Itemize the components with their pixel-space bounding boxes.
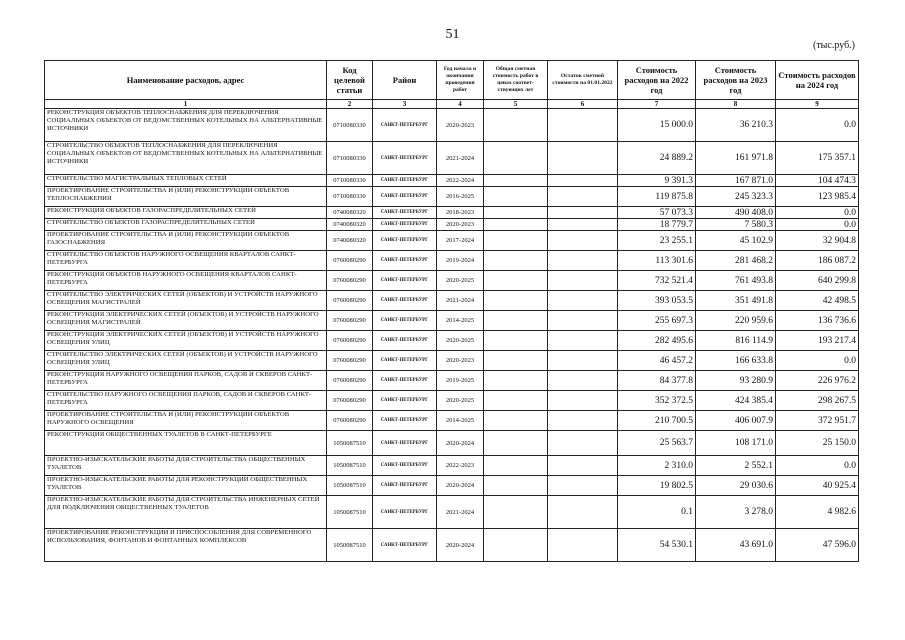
row-years: 2020-2024 <box>437 476 484 496</box>
row-remainder <box>548 207 618 219</box>
row-years: 2017-2024 <box>437 231 484 251</box>
row-cost-2022: 46 457.2 <box>618 351 696 371</box>
row-cost-2023: 424 385.4 <box>696 391 776 411</box>
row-code: 0760080290 <box>327 351 373 371</box>
table-row <box>45 371 859 391</box>
row-remainder <box>548 431 618 456</box>
row-remainder <box>548 529 618 562</box>
row-years: 2018-2023 <box>437 207 484 219</box>
row-cost-2024: 25 150.0 <box>776 431 859 456</box>
row-code: 1050087510 <box>327 431 373 456</box>
row-cost-2023: 166 633.8 <box>696 351 776 371</box>
row-total-cost <box>484 529 548 562</box>
row-name: РЕКОНСТРУКЦИЯ НАРУЖНОГО ОСВЕЩЕНИЯ ПАРКОВ, САДОВ И СКВЕРОВ САНКТ-ПЕТЕРБУРГА <box>45 371 327 391</box>
row-district: САНКТ-ПЕТЕРБУРГ <box>373 476 437 496</box>
row-cost-2024: 32 904.8 <box>776 231 859 251</box>
row-remainder <box>548 175 618 187</box>
row-name: ПРОЕКТИРОВАНИЕ СТРОИТЕЛЬСТВА И (ИЛИ) РЕКОНСТРУКЦИИ ОБЪЕКТОВ ТЕПЛОСНАБЖЕНИЯ <box>45 187 327 207</box>
row-code: 0760080290 <box>327 411 373 431</box>
row-cost-2024: 136 736.6 <box>776 311 859 331</box>
row-cost-2024: 0.0 <box>776 351 859 371</box>
row-cost-2022: 9 391.3 <box>618 175 696 187</box>
expenses-table <box>44 60 859 562</box>
column-number: 8 <box>696 100 776 109</box>
row-name: РЕКОНСТРУКЦИЯ ОБЪЕКТОВ НАРУЖНОГО ОСВЕЩЕНИЯ КВАРТАЛОВ САНКТ-ПЕТЕРБУРГА <box>45 271 327 291</box>
row-district: САНКТ-ПЕТЕРБУРГ <box>373 351 437 371</box>
row-remainder <box>548 231 618 251</box>
row-total-cost <box>484 371 548 391</box>
row-cost-2023: 490 408.0 <box>696 207 776 219</box>
row-cost-2024: 0.0 <box>776 456 859 476</box>
row-years: 2014-2025 <box>437 311 484 331</box>
row-district: САНКТ-ПЕТЕРБУРГ <box>373 219 437 231</box>
header-total-cost: Общая сметная стоимость работ в ценах соответ-ствующих лет <box>484 61 548 100</box>
row-cost-2024: 298 267.5 <box>776 391 859 411</box>
table-row <box>45 219 859 231</box>
table-row <box>45 331 859 351</box>
row-cost-2022: 210 700.5 <box>618 411 696 431</box>
row-name: РЕКОНСТРУКЦИЯ ОБЪЕКТОВ ТЕПЛОСНАБЖЕНИЯ ДЛЯ ПЕРЕКЛЮЧЕНИЯ СОЦИАЛЬНЫХ ОБЪЕКТОВ ОТ ВЕДОМСТВЕННЫХ КОТЕЛЬНЫХ НА АЛЬТЕРНАТИВНЫЕ ИСТОЧНИКИ <box>45 109 327 142</box>
row-years: 2020-2023 <box>437 219 484 231</box>
row-code: 1050087510 <box>327 456 373 476</box>
row-cost-2024: 104 474.3 <box>776 175 859 187</box>
row-years: 2020-2024 <box>437 529 484 562</box>
row-total-cost <box>484 331 548 351</box>
row-code: 1050087510 <box>327 496 373 529</box>
column-number: 7 <box>618 100 696 109</box>
row-remainder <box>548 371 618 391</box>
row-total-cost <box>484 207 548 219</box>
row-cost-2024: 123 985.4 <box>776 187 859 207</box>
row-cost-2023: 3 278.0 <box>696 496 776 529</box>
row-cost-2022: 54 530.1 <box>618 529 696 562</box>
row-cost-2024: 175 357.1 <box>776 142 859 175</box>
row-name: РЕКОНСТРУКЦИЯ ЭЛЕКТРИЧЕСКИХ СЕТЕЙ (ОБЪЕКТОВ) И УСТРОЙСТВ НАРУЖНОГО ОСВЕЩЕНИЯ МАГИСТРАЛЕЙ <box>45 311 327 331</box>
row-district: САНКТ-ПЕТЕРБУРГ <box>373 251 437 271</box>
table-body <box>45 109 859 562</box>
row-cost-2023: 245 323.3 <box>696 187 776 207</box>
row-cost-2022: 0.1 <box>618 496 696 529</box>
row-cost-2023: 351 491.8 <box>696 291 776 311</box>
header-name: Наименование расходов, адрес <box>45 61 327 100</box>
row-total-cost <box>484 271 548 291</box>
row-remainder <box>548 311 618 331</box>
row-code: 0710080330 <box>327 109 373 142</box>
row-name: ПРОЕКТНО-ИЗЫСКАТЕЛЬСКИЕ РАБОТЫ ДЛЯ СТРОИТЕЛЬСТВА ИНЖЕНЕРНЫХ СЕТЕЙ ДЛЯ ПОДКЛЮЧЕНИЯ ОБЩЕСТВЕННЫХ ТУАЛЕТОВ <box>45 496 327 529</box>
row-years: 2019-2024 <box>437 251 484 271</box>
header-remainder: Остаток сметной стоимости на 01.01.2022 <box>548 61 618 100</box>
row-years: 2021-2024 <box>437 496 484 529</box>
header-cost-2022: Стоимость расходов на 2022 год <box>618 61 696 100</box>
row-code: 1050087510 <box>327 529 373 562</box>
row-code: 0740080320 <box>327 231 373 251</box>
row-years: 2022-2024 <box>437 175 484 187</box>
row-name: ПРОЕКТИРОВАНИЕ СТРОИТЕЛЬСТВА И (ИЛИ) РЕКОНСТРУКЦИИ ОБЪЕКТОВ ГАЗОСНАБЖЕНИЯ <box>45 231 327 251</box>
row-cost-2023: 29 030.6 <box>696 476 776 496</box>
table-row <box>45 456 859 476</box>
row-total-cost <box>484 175 548 187</box>
row-total-cost <box>484 291 548 311</box>
row-cost-2022: 23 255.1 <box>618 231 696 251</box>
row-cost-2023: 761 493.8 <box>696 271 776 291</box>
row-district: САНКТ-ПЕТЕРБУРГ <box>373 271 437 291</box>
row-remainder <box>548 142 618 175</box>
table-row <box>45 207 859 219</box>
row-district: САНКТ-ПЕТЕРБУРГ <box>373 331 437 351</box>
table-row <box>45 411 859 431</box>
row-total-cost <box>484 351 548 371</box>
row-code: 0760080290 <box>327 371 373 391</box>
row-years: 2020-2023 <box>437 351 484 371</box>
row-years: 2021-2024 <box>437 142 484 175</box>
table-row <box>45 109 859 142</box>
table-row <box>45 187 859 207</box>
table-row <box>45 175 859 187</box>
row-district: САНКТ-ПЕТЕРБУРГ <box>373 496 437 529</box>
row-cost-2023: 281 468.2 <box>696 251 776 271</box>
row-cost-2023: 2 552.1 <box>696 456 776 476</box>
row-district: САНКТ-ПЕТЕРБУРГ <box>373 411 437 431</box>
row-total-cost <box>484 311 548 331</box>
row-remainder <box>548 411 618 431</box>
row-name: СТРОИТЕЛЬСТВО НАРУЖНОГО ОСВЕЩЕНИЯ ПАРКОВ, САДОВ И СКВЕРОВ САНКТ-ПЕТЕРБУРГА <box>45 391 327 411</box>
row-cost-2024: 0.0 <box>776 219 859 231</box>
table-row <box>45 391 859 411</box>
row-cost-2024: 4 982.6 <box>776 496 859 529</box>
table-row <box>45 476 859 496</box>
row-remainder <box>548 271 618 291</box>
header-cost-2023: Стоимость расходов на 2023 год <box>696 61 776 100</box>
row-cost-2023: 220 959.6 <box>696 311 776 331</box>
row-code: 0760080290 <box>327 271 373 291</box>
table-row <box>45 271 859 291</box>
row-total-cost <box>484 109 548 142</box>
column-number: 4 <box>437 100 484 109</box>
row-total-cost <box>484 431 548 456</box>
row-cost-2024: 226 976.2 <box>776 371 859 391</box>
row-code: 0760080290 <box>327 331 373 351</box>
row-cost-2022: 732 521.4 <box>618 271 696 291</box>
row-years: 2020-2023 <box>437 109 484 142</box>
row-remainder <box>548 456 618 476</box>
row-cost-2024: 186 087.2 <box>776 251 859 271</box>
row-years: 2020-2025 <box>437 271 484 291</box>
header-code: Код целевой статьи <box>327 61 373 100</box>
row-name: СТРОИТЕЛЬСТВО ОБЪЕКТОВ ТЕПЛОСНАБЖЕНИЯ ДЛЯ ПЕРЕКЛЮЧЕНИЯ СОЦИАЛЬНЫХ ОБЪЕКТОВ ОТ ВЕДОМСТВЕННЫХ КОТЕЛЬНЫХ НА АЛЬТЕРНАТИВНЫЕ ИСТОЧНИКИ <box>45 142 327 175</box>
row-cost-2022: 18 779.7 <box>618 219 696 231</box>
row-total-cost <box>484 219 548 231</box>
table-row <box>45 431 859 456</box>
row-name: СТРОИТЕЛЬСТВО ОБЪЕКТОВ НАРУЖНОГО ОСВЕЩЕНИЯ КВАРТАЛОВ САНКТ-ПЕТЕРБУРГА <box>45 251 327 271</box>
row-code: 1050087510 <box>327 476 373 496</box>
row-total-cost <box>484 391 548 411</box>
row-cost-2022: 84 377.8 <box>618 371 696 391</box>
column-number: 1 <box>45 100 327 109</box>
row-years: 2014-2025 <box>437 411 484 431</box>
row-district: САНКТ-ПЕТЕРБУРГ <box>373 391 437 411</box>
table-row <box>45 311 859 331</box>
table-row <box>45 251 859 271</box>
row-cost-2023: 36 210.3 <box>696 109 776 142</box>
row-cost-2023: 7 580.3 <box>696 219 776 231</box>
row-code: 0760080290 <box>327 391 373 411</box>
row-cost-2022: 119 875.8 <box>618 187 696 207</box>
table-row <box>45 231 859 251</box>
header-cost-2024: Стоимость расходов на 2024 год <box>776 61 859 100</box>
row-code: 0710080330 <box>327 187 373 207</box>
header-years: Год начала и окончания проведения работ <box>437 61 484 100</box>
row-cost-2022: 19 802.5 <box>618 476 696 496</box>
column-number: 5 <box>484 100 548 109</box>
row-cost-2022: 393 053.5 <box>618 291 696 311</box>
row-name: СТРОИТЕЛЬСТВО ОБЪЕКТОВ ГАЗОРАСПРЕДЕЛИТЕЛЬНЫХ СЕТЕЙ <box>45 219 327 231</box>
row-code: 0740080320 <box>327 219 373 231</box>
row-cost-2024: 47 596.0 <box>776 529 859 562</box>
row-total-cost <box>484 231 548 251</box>
row-cost-2024: 0.0 <box>776 109 859 142</box>
row-years: 2020-2025 <box>437 331 484 351</box>
row-total-cost <box>484 476 548 496</box>
row-years: 2022-2023 <box>437 456 484 476</box>
row-district: САНКТ-ПЕТЕРБУРГ <box>373 142 437 175</box>
row-remainder <box>548 291 618 311</box>
row-remainder <box>548 391 618 411</box>
row-remainder <box>548 251 618 271</box>
table-row <box>45 496 859 529</box>
table-row <box>45 291 859 311</box>
row-cost-2023: 45 102.9 <box>696 231 776 251</box>
header-row <box>45 61 859 100</box>
row-cost-2023: 108 171.0 <box>696 431 776 456</box>
row-name: РЕКОНСТРУКЦИЯ ОБЩЕСТВЕННЫХ ТУАЛЕТОВ В САНКТ-ПЕТЕРБУРГЕ <box>45 431 327 456</box>
row-cost-2024: 640 299.8 <box>776 271 859 291</box>
row-cost-2022: 24 889.2 <box>618 142 696 175</box>
row-code: 0760080290 <box>327 291 373 311</box>
row-total-cost <box>484 187 548 207</box>
row-cost-2022: 57 073.3 <box>618 207 696 219</box>
row-cost-2024: 42 498.5 <box>776 291 859 311</box>
row-cost-2023: 406 007.9 <box>696 411 776 431</box>
row-district: САНКТ-ПЕТЕРБУРГ <box>373 311 437 331</box>
row-years: 2020-2025 <box>437 391 484 411</box>
row-cost-2023: 816 114.9 <box>696 331 776 351</box>
row-name: СТРОИТЕЛЬСТВО ЭЛЕКТРИЧЕСКИХ СЕТЕЙ (ОБЪЕКТОВ) И УСТРОЙСТВ НАРУЖНОГО ОСВЕЩЕНИЯ УЛИЦ <box>45 351 327 371</box>
row-district: САНКТ-ПЕТЕРБУРГ <box>373 291 437 311</box>
row-remainder <box>548 476 618 496</box>
row-cost-2022: 2 310.0 <box>618 456 696 476</box>
row-name: ПРОЕКТНО-ИЗЫСКАТЕЛЬСКИЕ РАБОТЫ ДЛЯ РЕКОНСТРУКЦИИ ОБЩЕСТВЕННЫХ ТУАЛЕТОВ <box>45 476 327 496</box>
table-row <box>45 351 859 371</box>
row-cost-2022: 255 697.3 <box>618 311 696 331</box>
row-total-cost <box>484 496 548 529</box>
row-remainder <box>548 219 618 231</box>
row-total-cost <box>484 251 548 271</box>
row-code: 0740080320 <box>327 207 373 219</box>
row-district: САНКТ-ПЕТЕРБУРГ <box>373 431 437 456</box>
row-remainder <box>548 496 618 529</box>
row-name: СТРОИТЕЛЬСТВО ЭЛЕКТРИЧЕСКИХ СЕТЕЙ (ОБЪЕКТОВ) И УСТРОЙСТВ НАРУЖНОГО ОСВЕЩЕНИЯ МАГИСТРАЛЕЙ <box>45 291 327 311</box>
row-district: САНКТ-ПЕТЕРБУРГ <box>373 187 437 207</box>
row-code: 0760080290 <box>327 251 373 271</box>
page-number: 51 <box>445 27 460 42</box>
row-years: 2016-2025 <box>437 187 484 207</box>
row-cost-2023: 93 280.9 <box>696 371 776 391</box>
row-cost-2022: 15 000.0 <box>618 109 696 142</box>
row-total-cost <box>484 411 548 431</box>
row-code: 0710080330 <box>327 142 373 175</box>
row-district: САНКТ-ПЕТЕРБУРГ <box>373 109 437 142</box>
row-name: РЕКОНСТРУКЦИЯ ОБЪЕКТОВ ГАЗОРАСПРЕДЕЛИТЕЛЬНЫХ СЕТЕЙ <box>45 207 327 219</box>
row-cost-2023: 161 971.8 <box>696 142 776 175</box>
row-cost-2024: 40 925.4 <box>776 476 859 496</box>
row-cost-2024: 0.0 <box>776 207 859 219</box>
row-cost-2024: 372 951.7 <box>776 411 859 431</box>
row-name: ПРОЕКТИРОВАНИЕ СТРОИТЕЛЬСТВА И (ИЛИ) РЕКОНСТРУКЦИИ ОБЪЕКТОВ НАРУЖНОГО ОСВЕЩЕНИЯ <box>45 411 327 431</box>
row-name: СТРОИТЕЛЬСТВО МАГИСТРАЛЬНЫХ ТЕПЛОВЫХ СЕТЕЙ <box>45 175 327 187</box>
row-cost-2022: 282 495.6 <box>618 331 696 351</box>
row-years: 2019-2025 <box>437 371 484 391</box>
row-total-cost <box>484 142 548 175</box>
row-total-cost <box>484 456 548 476</box>
row-cost-2022: 352 372.5 <box>618 391 696 411</box>
row-name: ПРОЕКТНО-ИЗЫСКАТЕЛЬСКИЕ РАБОТЫ ДЛЯ СТРОИТЕЛЬСТВА ОБЩЕСТВЕННЫХ ТУАЛЕТОВ <box>45 456 327 476</box>
row-district: САНКТ-ПЕТЕРБУРГ <box>373 207 437 219</box>
row-district: САНКТ-ПЕТЕРБУРГ <box>373 231 437 251</box>
row-district: САНКТ-ПЕТЕРБУРГ <box>373 456 437 476</box>
column-number: 2 <box>327 100 373 109</box>
column-number: 6 <box>548 100 618 109</box>
row-name: ПРОЕКТИРОВАНИЕ РЕКОНСТРУКЦИИ И ПРИСПОСОБЛЕНИЯ ДЛЯ СОВРЕМЕННОГО ИСПОЛЬЗОВАНИЯ, ФОНТАНОВ И ФОНТАННЫХ КОМПЛЕКСОВ <box>45 529 327 562</box>
header-district: Район <box>373 61 437 100</box>
units-label: (тыс.руб.) <box>812 40 855 51</box>
row-remainder <box>548 351 618 371</box>
table-row <box>45 529 859 562</box>
row-remainder <box>548 187 618 207</box>
row-remainder <box>548 331 618 351</box>
row-district: САНКТ-ПЕТЕРБУРГ <box>373 175 437 187</box>
row-code: 0760080290 <box>327 311 373 331</box>
row-cost-2022: 25 563.7 <box>618 431 696 456</box>
row-years: 2020-2024 <box>437 431 484 456</box>
column-number: 3 <box>373 100 437 109</box>
column-number: 9 <box>776 100 859 109</box>
column-number-row <box>45 100 859 109</box>
table-row <box>45 142 859 175</box>
row-cost-2023: 167 871.0 <box>696 175 776 187</box>
row-cost-2024: 193 217.4 <box>776 331 859 351</box>
row-remainder <box>548 109 618 142</box>
row-cost-2023: 43 691.0 <box>696 529 776 562</box>
row-years: 2021-2024 <box>437 291 484 311</box>
row-cost-2022: 113 301.6 <box>618 251 696 271</box>
row-district: САНКТ-ПЕТЕРБУРГ <box>373 371 437 391</box>
row-district: САНКТ-ПЕТЕРБУРГ <box>373 529 437 562</box>
row-code: 0710080330 <box>327 175 373 187</box>
row-name: РЕКОНСТРУКЦИЯ ЭЛЕКТРИЧЕСКИХ СЕТЕЙ (ОБЪЕКТОВ) И УСТРОЙСТВ НАРУЖНОГО ОСВЕЩЕНИЯ УЛИЦ <box>45 331 327 351</box>
